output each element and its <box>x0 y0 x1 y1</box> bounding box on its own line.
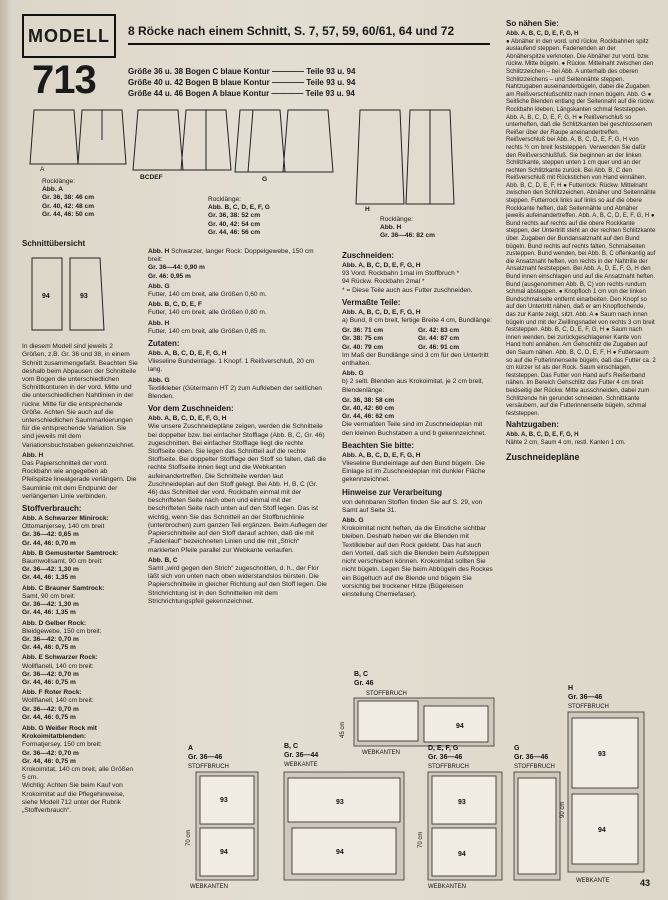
zuschneideplaene-title: Zuschneidepläne <box>506 452 580 463</box>
naehen-title: So nähen Sie: <box>506 19 559 28</box>
svg-text:45 cm: 45 cm <box>340 721 346 738</box>
stoff-entry: Abb. D Gelber Rock: Bleidgewebe, 150 cm breit: Gr. 36—42: 0,70 m Gr. 44, 46: 0,75 m <box>22 619 102 652</box>
skirt-bcdef-front-back <box>133 110 231 170</box>
schnitt-title: Schnittübersicht <box>22 239 86 248</box>
svg-text:STOFFBRUCH: STOFFBRUCH <box>568 704 609 710</box>
hinweise-title: Hinweise zur Verarbeitung <box>342 487 443 497</box>
fig-label-h: H <box>365 206 370 213</box>
svg-text:WEBKANTE: WEBKANTE <box>576 878 610 884</box>
plan-bc-46 <box>340 671 494 756</box>
svg-text:Gr. 36—46: Gr. 36—46 <box>568 694 603 701</box>
skirt-a-front-back <box>30 110 126 164</box>
svg-text:Gr. 36—46: Gr. 36—46 <box>428 754 463 761</box>
beachten-title: Beachten Sie bitte: <box>342 440 415 450</box>
stoff-list <box>22 515 138 722</box>
column-2: Abb. H Schwarzer, langer Rock: Doppelgewebe, 150 cm breit: Gr. 36—44: 0,90 m Gr. 46: 0,95 m Abb. G Futter, 140 cm breit, alle Größen 0,60 m. Abb. B, C, D, E, F Futter, 140 cm breit, alle Größen 0,80 m. Abb. H Futter, 140 cm breit, alle Größen 0,85 m. Zutaten: Abb. A, B, C, D, E, F, G, H Vlieseline Bundeinlage. 1 Knopf. 1 Reißverschluß, 20 cm lang. Abb. G Textilkleber (Gütermann HT 2) zum Aufkleben der seitlichen Blenden. Vor dem Zuschneiden: Abb. A, B, C, D, E, F, G, H Wie unsere Zuschneidepläne zeigen, werden die Schnitteile bei doppelter bzw. bei einfacher Stofflage (Abb. B, C, Gr. 46) zugeschnitten. Bei einfacher Stofflage liegt die rechte Stoffseite oben. Sie legen das Schnitteil auf die rechte Stoffseite. Bei doppelter Stofflage den Stoff so falten, daß die rechte Stoffseite innen liegt und die Webkanten aufeinandertreffen. Die Schnitteile werden laut Zuschneideplan auf den Stoff gelegt. Bei Abb. H, B, C (Gr. 46) das Schnitteil der vord. Rockbahn einmal mit der beschrifteten Seite nach oben und einmal mit der beschrifteten Seite nach unten auf den Stoff legen. Das ist wichtig, wenn Sie das Schnitteil an der Stoffbruchlinie (unterbrochen) zum ganzen Teil ergänzen. Beim Auflegen der Papierschnitteile auf den Stoff darauf achten, daß die mit „Fadenlauf“ bezeichneten Linien und die mit „Strich“ markierten Pfeile parallel zur Webkante verlaufen. Abb. B, C Samt „wird gegen den Strich“ zugeschnitten, d. h., der Flor läßt sich von unten nach oben widerstandslos bürsten. Die Papierschnitteile in gleicher Richtung auf den Stoff legen. Die Strichrichtung ist in den Schnitteilen mit dem Strichrichtungspfeil gekennzeichnet. <box>148 248 328 605</box>
vermasste-title: Vermaßte Teile: <box>342 297 401 307</box>
abb-h-label: Abb. H <box>22 451 44 459</box>
headline: 8 Röcke nach einem Schnitt, S. 7, 57, 59, 60/61, 64 und 72 <box>128 24 455 38</box>
svg-text:94: 94 <box>456 723 464 730</box>
plan-defg <box>418 745 502 890</box>
stoff-entry: Abb. F Roter Rock: Wollflanell, 140 cm breit: Gr. 36—42: 0,70 m Gr. 44, 46: 0,75 m <box>22 689 94 721</box>
svg-text:WEBKANTEN: WEBKANTEN <box>428 884 467 890</box>
skirt-h-front-back <box>356 110 454 204</box>
overview-piece-93: 93 <box>80 293 88 300</box>
modell-box: MODELL <box>22 14 116 58</box>
lengths-h: Rocklänge: Abb. H Gr. 36—46: 82 cm <box>380 216 435 240</box>
fig-label-g: G <box>262 176 268 183</box>
column-4: So nähen Sie: Abb. A, B, C, D, E, F, G, H ● Abnäher in den vord. und rückw. Rockbahnen spitz auslaufend steppen. Fadenenden an der Abnäherspitze verknoten. Die Abnäher zur vord. bzw. rückw. Mitte bügeln. ● Rückw. Mittelnaht zwischen den Schlitzzeichen – bei Abb. A unterhalb des oberen Schlitzzeichens – und Seitennähte steppen. Nahtzugaben auseinanderbügeln, dabei die Zugaben am Reißverschlußschlitz nach innen bügeln. Abb. G ● Seitliche Blenden entlang der Seitennaht auf die rückw. Rockbahn kleben, Längskanten schmal feststeppen. Abb. A, B, C, D, E, F, G, H ● Reißverschluß so unterheften, daß die Schlitzkanten bei geschlossenem Reißer über der Raupe aneinandertreffen. Reißverschluß bei Abb. A, B, C, D, E, F, G, H von rechts ½ cm breit feststeppen. Verwenden Sie dafür den Reißverschlußfuß. Sie beginnen an der linken Schlitzkante, steppen unten 1 cm quer und an der rechten Schlitzkante zurück. Bei Abb. B, C den Reißverschluß mit Rückstichen von Hand einnähen. Abb. B, C, D, E, F, H ● Futterrock: Rückw. Mittelnaht zwischen den Schlitzzeichen, Abnäher und Seitennähte steppen. Futterrock links auf links so auf die obere Rockkante heften, daß Seitennähte und Abnäher jeweils aufeinandertreffen. Abb. A, B, C, D, E, F, G, H ● Bund rechts auf rechts auf die obere Rockkante steppen, der Untertritt steht an der rechten Schlitzkante über. Zugaben der Bundansatznaht auf den Bund bügeln. Bund rechts auf rechts falten, Schmalseiten zusteppen. Bund wenden, bei Abb. B, C offenkantig auf die Ansatznaht heften, von rechts in der Nahtrille der Ansatznaht feststeppen. Bei Abb. A, D, E, F, G, H den Bund innen einschlagen und auf die Ansatznaht heften. Bund (ausgenommen Abb. B, C) von rechts rundum schmal absteppen. ● Knopfloch 1 cm von der linken Bundschmalseite entfernt einarbeiten. Den Knopf so auf den Untertritt nähen, daß er am Knopflochende, das zur Kante zeigt, sitzt. Abb. A ● Saum nach innen bügeln und mit der Zwillingsnadel von rechts 3 cm breit feststeppen. Abb. B, C, D, E, F, G, H ● Saum nach innen wenden, bei zurückgeschlagener Kante von Hand hohl annähen. Am Gehschlitz die Zugaben auf den Saum nähen. Abb. B, C, D, E, F, H ● Futtersaum so auf die Futterinnenseite bügeln, daß das Futter ca. 2 cm kürzer ist als der Rock. Saum einschlagen, feststeppen. Das Futter von Hand auf's Reißerband nähen. Im Bereich Gehschlitz das Futter 4 cm breit beidseitig der Rückw. Mitte ausschneiden, dabei zum Schlitzende hin gerundet schneiden. Schnittkante versäubern, auf die Futterinnenseite bügeln, schmal feststeppen. Nahtzugaben: Abb. A, B, C, D, E, F, G, H Nähte 2 cm, Saum 4 cm, restl. Kanten 1 cm. Zuschneidepläne <box>506 19 656 463</box>
stoff-entry: Abb. C Brauner Samtrock: Samt, 90 cm breit: Gr. 36—42: 1,30 m Gr. 44, 46: 1,35 m <box>22 584 105 617</box>
lengths-a: Rocklänge: Abb. A Gr. 36, 38: 46 cm Gr. 40, 42: 48 cm Gr. 44, 46: 50 cm <box>42 178 95 218</box>
vor-text: Wie unsere Zuschneidepläne zeigen, werden die Schnitteile bei doppelter bzw. bei einfacher Stofflage (Abb. B, C, Gr. 46) zugeschnitten. Bei einfacher Stofflage liegt die rechte Stoffseite oben. Sie legen das Schnitteil auf die rechte Stoffseite. Bei doppelter Stofflage den Stoff so falten, daß die rechte Stoffseite innen liegt und die Webkanten aufeinandertreffen. Die Schnitteile werden laut Zuschneideplan auf den Stoff gelegt. Bei Abb. H, B, C (Gr. 46) das Schnitteil der vord. Rockbahn einmal mit der beschrifteten Seite nach oben und einmal mit der beschrifteten Seite nach unten auf den Stoff legen. Das ist wichtig, wenn Sie das Schnitteil an der Stoffbruchlinie (unterbrochen) zum ganzen Teil ergänzen. Beim Auflegen der Papierschnitteile auf den Stoff darauf achten, daß die mit „Fadenlauf“ bezeichneten Linien und die mit „Strich“ markierten Pfeile parallel zur Webkante verlaufen. <box>148 423 328 554</box>
size-row: Größe 40 u. 42 Bogen B blaue Kontur ———— Teile 93 u. 94 <box>128 78 356 87</box>
svg-text:93: 93 <box>458 799 466 806</box>
svg-text:Gr. 36—46: Gr. 36—46 <box>514 754 549 761</box>
svg-text:D, E, F, G: D, E, F, G <box>428 745 459 752</box>
svg-text:STOFFBRUCH: STOFFBRUCH <box>366 691 407 697</box>
page-number: 43 <box>640 878 651 888</box>
svg-text:STOFFBRUCH: STOFFBRUCH <box>428 764 469 770</box>
vor-title: Vor dem Zuschneiden: <box>148 404 234 414</box>
vor-bc-text: Samt „wird gegen den Strich“ zugeschnitten, d. h., der Flor läßt sich von unten nach oben widerstandslos bürsten. Die Papierschnitteile in gleicher Richtung auf den Stoff legen. Die Strichrichtung ist in den Schnitteilen mit dem Strichrichtungspfeil gekennzeichnet. <box>148 564 327 605</box>
svg-text:Gr. 46: Gr. 46 <box>354 680 374 687</box>
stoff-g: Abb. G Weißer Rock mit Krokoimitatblenden: Formatjersey, 150 cm breit: Gr. 36—42: 0,70 m Gr. 44, 46: 0,75 m Krokoimitat, 140 cm breit, alle Größen 5 cm. Wichtig: Achten Sie beim Kauf von Krokoimitat auf die Pflegehinweise, siehe Modell 712 unter der Rubrik „Stoffverbrauch“. <box>22 724 134 814</box>
stoff-entry: Abb. E Schwarzer Rock: Wollflanell, 140 cm breit: Gr. 36—42: 0,70 m Gr. 44, 46: 0,75 m <box>22 654 98 686</box>
svg-text:B, C: B, C <box>354 671 368 678</box>
svg-text:STOFFBRUCH: STOFFBRUCH <box>188 764 229 770</box>
svg-text:94: 94 <box>220 849 228 856</box>
svg-text:STOFFBRUCH: STOFFBRUCH <box>514 764 555 770</box>
svg-text:94: 94 <box>598 827 606 834</box>
size-row: Größe 36 u. 38 Bogen C blaue Kontur ———— Teile 93 u. 94 <box>128 67 356 76</box>
pattern-overview <box>22 250 112 340</box>
plan-bc-36-44 <box>284 743 404 880</box>
svg-text:A: A <box>188 745 194 752</box>
stoff-entry: Abb. A Schwarzer Minirock: Ottomanjersey, 140 cm breit Gr. 36—42: 0,65 m Gr. 44, 46: 0,70 m <box>22 515 109 547</box>
svg-text:93: 93 <box>220 797 228 804</box>
skirt-g-front-back <box>235 110 333 172</box>
svg-text:Gr. 36—46: Gr. 36—46 <box>188 754 223 761</box>
svg-text:WEBKANTEN: WEBKANTEN <box>362 750 401 756</box>
fig-label-a: A <box>40 166 45 173</box>
plan-g <box>514 745 560 880</box>
svg-text:94: 94 <box>458 851 466 858</box>
cutting-plans <box>176 668 656 890</box>
nahtzugaben-title: Nahtzugaben: <box>506 420 559 430</box>
bund-sizes: Gr. 36: 71 cm Gr. 42: 83 cm Gr. 38: 75 cm Gr. 44: 87 cm Gr. 40: 79 cm Gr. 46: 91 cm <box>342 327 460 351</box>
svg-text:93: 93 <box>598 751 606 758</box>
svg-text:Gr. 36—44: Gr. 36—44 <box>284 752 319 759</box>
svg-text:93: 93 <box>336 799 344 806</box>
column-3: Zuschneiden: Abb. A, B, C, D, E, F, G, H 93 Vord. Rockbahn 1mal im Stoffbruch * 94 Rückw. Rockbahn 2mal * * = Diese Teile auch aus Futter zuschneiden. Vermaßte Teile: Abb. A, B, C, D, E, F, G, H a) Bund, 8 cm breit, fertige Breite 4 cm, Bundlänge: Gr. 36: 71 cm Gr. 42: 83 cm Gr. 38: 75 cm Gr. 44: 87 cm Gr. 40: 79 cm Gr. 46: 91 cm Im Maß der Bundlänge sind 3 cm für den Untertritt enthalten. Abb. G b) 2 seitl. Blenden aus Krokoimitat, je 2 cm breit, Blendenlänge: Gr. 36, 38: 58 cm Gr. 40, 42: 60 cm Gr. 44, 46: 62 cm Die vermaßten Teile sind im Zuschneideplan mit den kleinen Buchstaben a und b gekennzeichnet. Beachten Sie bitte: Abb. A, B, C, D, E, F, G, H Vlieseline Bundeinlage auf den Bund bügeln. Die Einlage ist im Zuschneideplan mit dunkler Fläche gekennzeichnet. Hinweise zur Verarbeitung von dehnbaren Stoffen finden Sie auf S. 29, von Samt auf Seite 31. Abb. G Krokoimitat nicht heften, da die Einstiche sichtbar bleiben. Deshalb heben wir die Blenden mit Textilkleber auf den Rock geklebt. Das hat auch den Vorteil, daß sich die Blenden beim Aufsteppen nicht verschieben können. Krokoimitat sollten Sie nicht bügeln. Legen Sie beim Abbügeln des Rockes ein Bügeltuch auf die Blende und bügeln Sie vorsichtig bei trockener Hitze (Bügeleisen einstellung Chemiefaser). <box>342 251 493 598</box>
svg-text:G: G <box>514 745 520 752</box>
svg-text:B, C: B, C <box>284 743 298 750</box>
hinweise-g-text: Krokoimitat nicht heften, da die Einstiche sichtbar bleiben. Deshalb heben wir die Blenden mit Textilkleber auf den Rock geklebt. Das hat auch den Vorteil, daß sich die Blenden beim Aufsteppen nicht verschieben können. Krokoimitat sollten Sie nicht bügeln. Legen Sie beim Abbügeln des Rockes ein Bügeltuch auf die Blende und bügeln Sie vorsichtig bei trockener Hitze (Bügeleisen einstellung Chemiefaser). <box>342 525 493 598</box>
svg-text:H: H <box>568 685 574 692</box>
stoff-entry: Abb. B Gemusterter Samtrock: Baumwollsamt, 90 cm breit: Gr. 36—42: 1,30 m Gr. 44, 46: 1,35 m <box>22 549 119 582</box>
zuschneiden-title: Zuschneiden: <box>342 251 395 260</box>
naehen-text: ● Abnäher in den vord. und rückw. Rockbahnen spitz auslaufend steppen. Fadenenden an der Abnäherspitze verknoten. Die Abnäher zur vord. bzw. rückw. Mitte bügeln. ● Rückw. Mittelnaht zwischen den Schlitzzeichen – bei Abb. A unterhalb des oberen Schlitzzeichens – und Seitennähte steppen. Nahtzugaben auseinanderbügeln, dabei die Zugaben am Reißverschlußschlitz nach innen bügeln. Abb. G ● Seitliche Blenden entlang der Seitennaht auf die rückw. Rockbahn kleben, Längskanten schmal feststeppen. Abb. A, B, C, D, E, F, G, H ● Reißverschluß so unterheften, daß die Schlitzkanten bei geschlossenem Reißer über der Raupe aneinandertreffen. Reißverschluß bei Abb. A, B, C, D, E, F, G, H von rechts ½ cm breit feststeppen. Verwenden Sie dafür den Reißverschlußfuß. Sie beginnen an der linken Schlitzkante, steppen unten 1 cm quer und an der rechten Schlitzkante zurück. Bei Abb. B, C den Reißverschluß mit Rückstichen von Hand einnähen. Abb. B, C, D, E, F, H ● Futterrock: Rückw. Mittelnaht zwischen den Schlitzzeichen, Abnäher und Seitennähte steppen. Futterrock links auf links so auf die obere Rockkante heften, daß Seitennähte und Abnäher jeweils aufeinandertreffen. Abb. A, B, C, D, E, F, G, H ● Bund rechts auf rechts auf die obere Rockkante steppen, der Untertritt steht an der rechten Schlitzkante über. Zugaben der Bundansatznaht auf den Bund bügeln. Bund rechts auf rechts falten, Schmalseiten zusteppen. Bund wenden, bei Abb. B, C offenkantig auf die Ansatznaht heften, von rechts in der Nahtrille der Ansatznaht feststeppen. Bei Abb. A, D, E, F, G, H den Bund innen einschlagen und auf die Ansatznaht heften. Bund (ausgenommen Abb. B, C) von rechts rundum schmal absteppen. ● Knopfloch 1 cm von der linken Bundschmalseite entfernt einarbeiten. Den Knopf so auf den Untertritt nähen, daß er am Knopflochende, das zur Kante zeigt, sitzt. Abb. A ● Saum nach innen bügeln und mit der Zwillingsnadel von rechts 3 cm breit feststeppen. Abb. B, C, D, E, F, G, H ● Saum nach innen wenden, bei zurückgeschlagener Kante von Hand hohl annähen. Am Gehschlitz die Zugaben auf den Saum nähen. Abb. B, C, D, E, F, H ● Futtersaum so auf die Futterinnenseite bügeln, daß das Futter ca. 2 cm kürzer ist als der Rock. Saum einschlagen, feststeppen. Das Futter von Hand auf's Reißerband nähen. Im Bereich Gehschlitz das Futter 4 cm breit beidseitig der Rückw. Mitte ausschneiden, dabei zum Schlitzende hin gerundet schneiden. Schnittkante versäubern, auf die Futterinnenseite bügeln, schmal feststeppen. <box>506 37 656 417</box>
plan-h <box>560 685 644 884</box>
zutaten-title: Zutaten: <box>148 339 180 349</box>
svg-text:WEBKANTEN: WEBKANTEN <box>190 884 229 890</box>
column-1 <box>22 236 138 817</box>
model-number: 713 <box>32 58 96 102</box>
overview-piece-94: 94 <box>42 293 50 300</box>
svg-text:WEBKANTE: WEBKANTE <box>284 762 318 768</box>
intro-text: In diesem Modell sind jeweils 2 Größen, z.B. Gr. 36 und 38, in einem Schnitt zusammengefaßt. Beachten Sie deshalb beim Abpausen der Schnitteile vom Bogen die unterschiedlichen Schnittkonturen in der vord. Mitte und die unterschiedlichen Nahtlinien in der rückw. Mitte für die entsprechende Größe. Achten Sie auch auf die unterschiedlichen Saummarkierungen für die entsprechende Variation. Sie sind jeweils mit dem Variationsbuchstaben gekennzeichnet. <box>22 343 138 449</box>
svg-text:70 cm: 70 cm <box>418 831 424 848</box>
plan-a <box>186 745 258 890</box>
svg-text:90 cm: 90 cm <box>560 801 566 818</box>
svg-text:94: 94 <box>336 849 344 856</box>
stoff-title: Stoffverbrauch: <box>22 504 82 514</box>
abb-h-text: Das Papierschnitteil der vord. Rockbahn wie angegeben ab Pfeilspitze linealgerade verlängern. Die Saumlinie mit dem Endpunkt der verlängerten Linie verbinden. <box>22 460 137 500</box>
size-table <box>128 66 355 99</box>
fig-label-bcdef: BCDEF <box>140 174 163 181</box>
headline-rule <box>128 43 490 45</box>
size-row: Größe 44 u. 46 Bogen A blaue Kontur ———— Teile 93 u. 94 <box>128 89 355 98</box>
svg-text:70 cm: 70 cm <box>186 829 192 846</box>
lengths-bg: Rocklänge: Abb. B, C, D, E, F, G Gr. 36, 38: 52 cm Gr. 40, 42: 54 cm Gr. 44, 46: 56 cm <box>208 196 270 236</box>
